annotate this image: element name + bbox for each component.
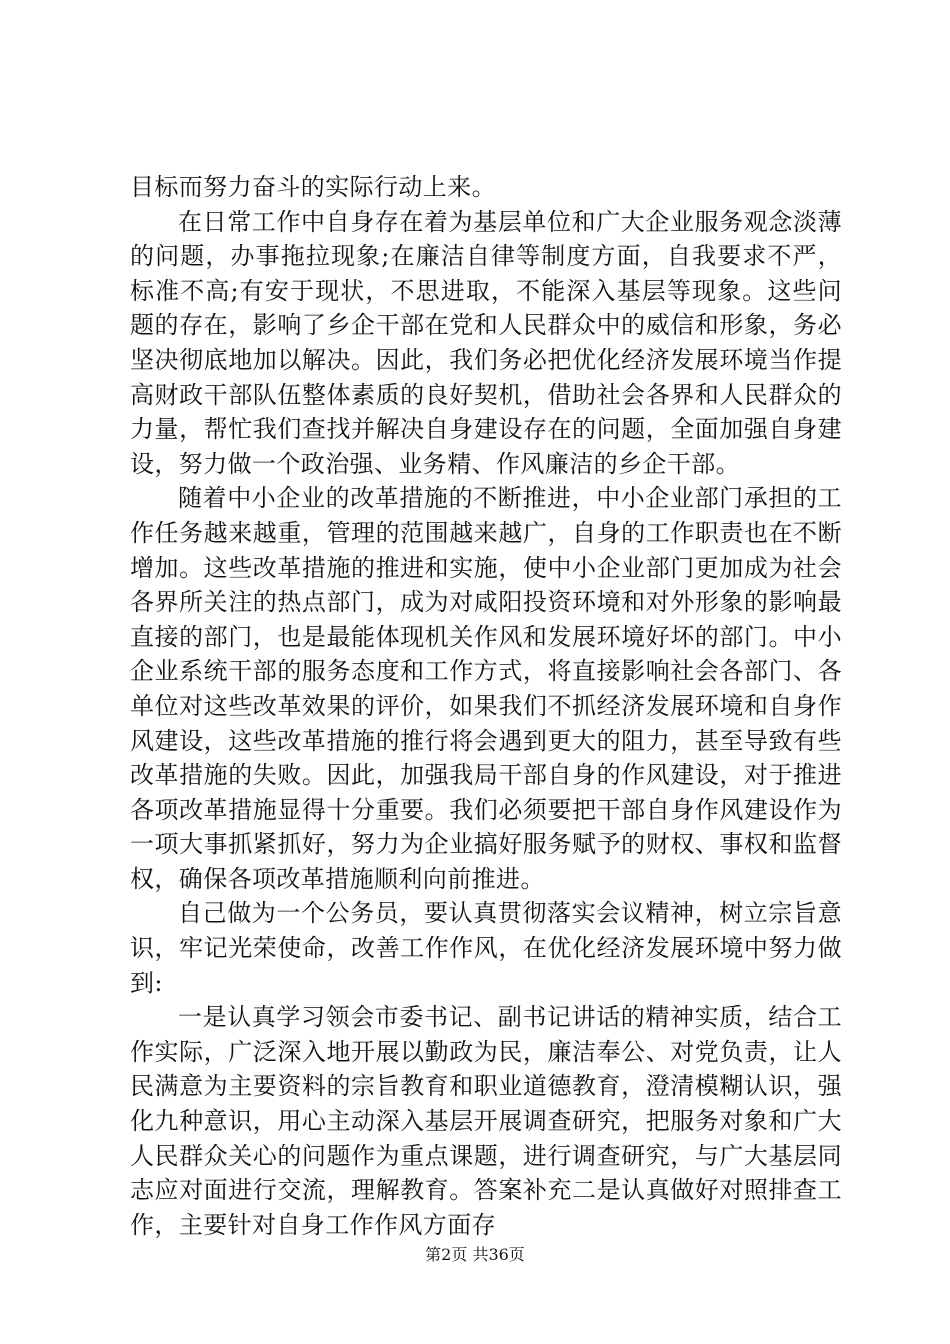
- paragraph-civil-servant-duty: 自己做为一个公务员，要认真贯彻落实会议精神，树立宗旨意识，牢记光荣使命，改善工作作风，在优化经济发展环境中努力做到:: [130, 899, 842, 997]
- paragraph-continuation: 目标而努力奋斗的实际行动上来。: [130, 173, 496, 201]
- paragraph-reform-measures: 随着中小企业的改革措施的不断推进，中小企业部门承担的工作任务越来越重，管理的范围越来越广，自身的工作职责也在不断增加。这些改革措施的推进和实施，使中小企业部门更加成为社会各界所关注的热点部门，成为对咸阳投资环境和对外形象的影响最直接的部门，也是最能体现机关作风和发展环境好坏的部门。中小企业系统干部的服务态度和工作方式，将直接影响社会各部门、各单位对这些改革效果的评价，如果我们不抓经济发展环境和自身作风建设，这些改革措施的推行将会遇到更大的阻力，甚至导致有些改革措施的失败。因此，加强我局干部自身的作风建设，对于推进各项改革措施显得十分重要。我们必须要把干部自身作风建设作为一项大事抓紧抓好，努力为企业搞好服务赋予的财权、事权和监督权，确保各项改革措施顺利向前推进。: [130, 484, 842, 893]
- paragraph-point-one: 一是认真学习领会市委书记、副书记讲话的精神实质，结合工作实际，广泛深入地开展以勤政为民，廉洁奉公、对党负责，让人民满意为主要资料的宗旨教育和职业道德教育，澄清模糊认识，强化九种意识，用心主动深入基层开展调查研究，把服务对象和广大人民群众关心的问题作为重点课题，进行调查研究，与广大基层同志应对面进行交流，理解教育。答案补充二是认真做好对照排查工作，主要针对自身工作作风方面存: [130, 1003, 842, 1239]
- page-number-footer: 第2页 共36页: [425, 1245, 525, 1264]
- paragraph-self-problems: 在日常工作中自身存在着为基层单位和广大企业服务观念淡薄的问题，办事拖拉现象;在廉洁自律等制度方面，自我要求不严，标准不高;有安于现状，不思进取，不能深入基层等现象。这些问题的存在，影响了乡企干部在党和人民群众中的威信和形象，务必坚决彻底地加以解决。因此，我们务必把优化经济发展环境当作提高财政干部队伍整体素质的良好契机，借助社会各界和人民群众的力量，帮忙我们查找并解决自身建设存在的问题，全面加强自身建设，努力做一个政治强、业务精、作风廉洁的乡企干部。: [130, 207, 842, 478]
- document-body: [130, 170, 842, 1242]
